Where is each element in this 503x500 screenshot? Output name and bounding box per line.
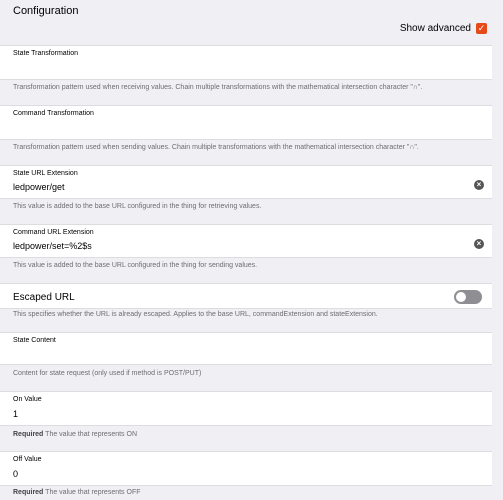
state-url-extension-input[interactable]: ledpower/get: [13, 182, 65, 192]
escaped-url-toggle[interactable]: [454, 290, 482, 304]
state-transformation-label: State Transformation: [13, 50, 78, 57]
state-content-field[interactable]: [0, 332, 492, 365]
escaped-url-row: [0, 283, 492, 309]
on-value-input[interactable]: 1: [13, 409, 19, 419]
state-transformation-field[interactable]: [0, 45, 492, 80]
off-value-desc-text: The value that represents OFF: [45, 489, 141, 496]
command-url-extension-input[interactable]: ledpower/set=%2$s: [13, 241, 92, 251]
show-advanced-checkbox[interactable]: [476, 23, 487, 34]
command-url-extension-field[interactable]: [0, 224, 492, 258]
show-advanced-toggle[interactable]: [400, 23, 487, 34]
off-value-description: [13, 489, 141, 496]
command-transformation-description: Transformation pattern used when sending values. Chain multiple transformations with the mathematical intersection character "∩".: [13, 144, 419, 151]
command-transformation-field[interactable]: [0, 105, 492, 140]
clear-command-url-icon[interactable]: ×: [474, 239, 484, 249]
state-url-extension-field[interactable]: [0, 165, 492, 199]
state-url-extension-label: State URL Extension: [13, 170, 78, 177]
off-value-field[interactable]: [0, 451, 492, 486]
escaped-url-label: Escaped URL: [13, 292, 75, 303]
state-transformation-description: Transformation pattern used when receiving values. Chain multiple transformations with the mathematical intersection character "∩".: [13, 84, 423, 91]
on-value-desc-text: The value that represents ON: [45, 431, 137, 438]
on-value-description: [13, 431, 137, 438]
toggle-knob: [456, 292, 466, 302]
command-url-extension-label: Command URL Extension: [13, 229, 94, 236]
off-value-input[interactable]: 0: [13, 469, 19, 479]
state-content-label: State Content: [13, 337, 56, 344]
state-url-extension-description: This value is added to the base URL configured in the thing for retrieving values.: [13, 203, 262, 210]
escaped-url-description: This specifies whether the URL is already escaped. Applies to the base URL, commandExtension and stateExtension.: [13, 311, 378, 318]
command-transformation-label: Command Transformation: [13, 110, 94, 117]
off-value-required: Required: [13, 489, 44, 496]
checkmark-icon: ✓: [477, 23, 486, 33]
page-title: Configuration: [13, 5, 79, 17]
command-url-extension-description: This value is added to the base URL configured in the thing for sending values.: [13, 262, 258, 269]
clear-state-url-icon[interactable]: ×: [474, 180, 484, 190]
state-content-description: Content for state request (only used if method is POST/PUT): [13, 370, 202, 377]
on-value-required: Required: [13, 431, 44, 438]
off-value-label: Off Value: [13, 456, 42, 463]
on-value-label: On Value: [13, 396, 42, 403]
on-value-field[interactable]: [0, 391, 492, 426]
show-advanced-label: Show advanced: [399, 23, 471, 34]
